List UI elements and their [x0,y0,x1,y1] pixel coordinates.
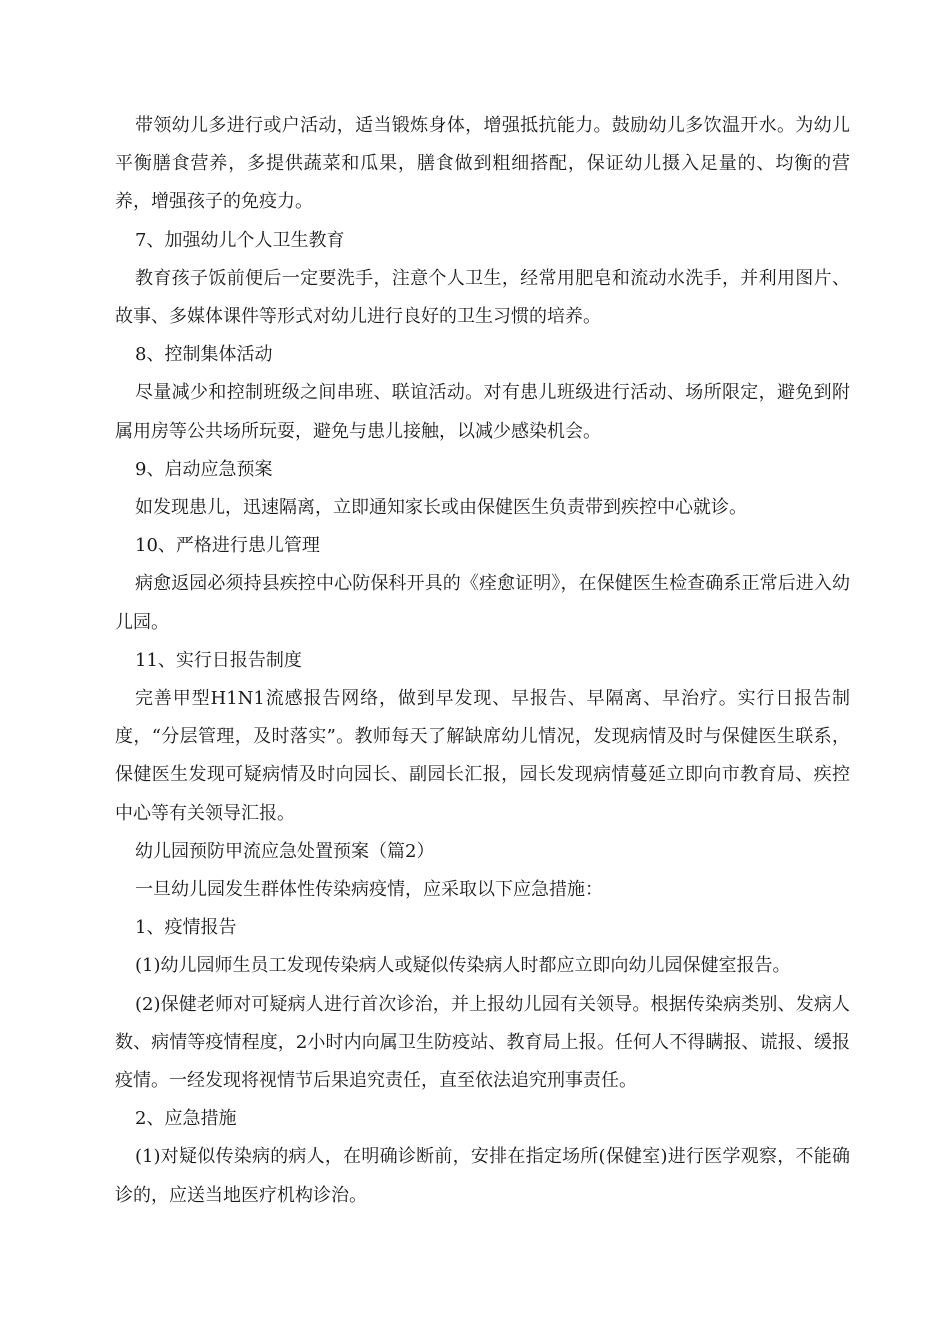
paragraph-initial-diagnosis: (2)保健老师对可疑病人进行首次诊治，并上报幼儿园有关领导。根据传染病类别、发病人数、病情等疫情程度，2小时内向属卫生防疫站、教育局上报。任何人不得瞒报、谎报、缓报疫情。一经发现将视情节后果追究责任，直至依法追究刑事责任。 [115,993,850,1092]
section-title-part-2: 幼儿园预防甲流应急处置预案（篇2） [135,840,435,862]
heading-daily-report: 11、实行日报告制度 [135,649,302,671]
heading-epidemic-report: 1、疫情报告 [135,917,237,939]
paragraph-outdoor-activity: 带领幼儿多进行或户活动，适当锻炼身体，增强抵抗能力。鼓励幼儿多饮温开水。为幼儿平衡膳食营养，多提供蔬菜和瓜果，膳食做到粗细搭配，保证幼儿摄入足量的、均衡的营养，增强孩子的免疫力。 [115,115,850,213]
heading-personal-hygiene: 7、加强幼儿个人卫生教育 [135,229,345,251]
paragraph-medical-observation: (1)对疑似传染病的病人，在明确诊断前，安排在指定场所(保健室)进行医学观察，不能确诊的，应送当地医疗机构诊治。 [115,1146,850,1206]
heading-emergency-measures: 2、应急措施 [135,1108,237,1130]
paragraph-report-to-clinic: (1)幼儿园师生员工发现传染病人或疑似传染病人时都应立即向幼儿园保健室报告。 [135,955,791,977]
paragraph-return-certificate: 病愈返园必须持县疾控中心防保科开具的《痊愈证明》，在保健医生检查确系正常后进入幼儿园。 [115,573,850,633]
paragraph-isolation: 如发现患儿，迅速隔离，立即通知家长或由保健医生负责带到疾控中心就诊。 [135,497,747,519]
paragraph-report-network: 完善甲型H1N1流感报告网络，做到早发现、早报告、早隔离、早治疗。实行日报告制度，“分层管理，及时落实”。教师每天了解缺席幼儿情况，发现病情及时与保健医生联系，保健医生发现可疑病情及时向园长、副园长汇报，园长发现病情蔓延立即向市教育局、疾控中心等有关领导汇报。 [115,688,850,824]
paragraph-emergency-intro: 一旦幼儿园发生群体性传染病疫情，应采取以下应急措施： [135,879,603,901]
heading-emergency-plan: 9、启动应急预案 [135,458,273,480]
document-body [115,107,850,1215]
heading-group-activities: 8、控制集体活动 [135,344,273,366]
paragraph-reduce-activities: 尽量减少和控制班级之间串班、联谊活动。对有患儿班级进行活动、场所限定，避免到附属用房等公共场所玩耍，避免与患儿接触，以减少感染机会。 [115,382,850,442]
paragraph-hand-washing: 教育孩子饭前便后一定要洗手，注意个人卫生，经常用肥皂和流动水洗手，并利用图片、故事、多媒体课件等形式对幼儿进行良好的卫生习惯的培养。 [115,267,850,328]
heading-patient-management: 10、严格进行患儿管理 [135,535,320,557]
